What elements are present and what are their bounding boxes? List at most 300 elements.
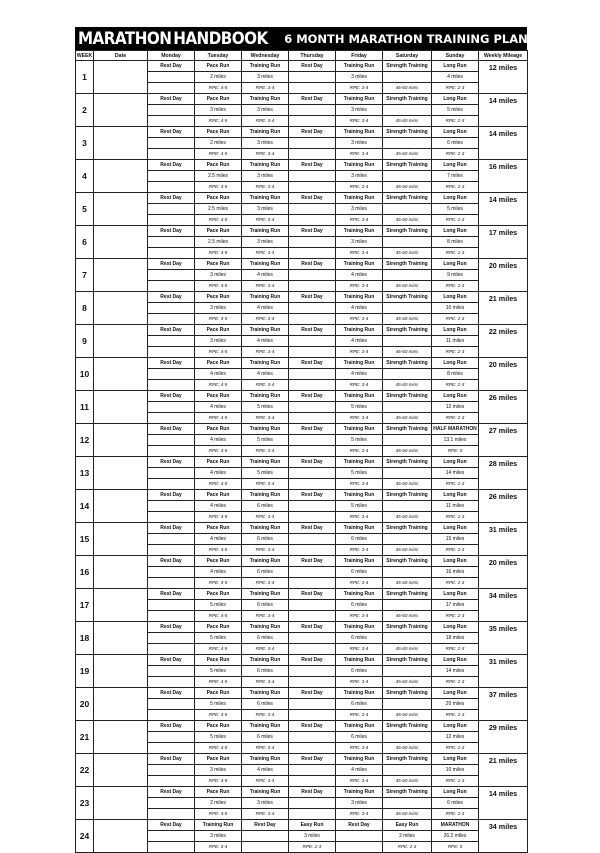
col-weekly-mileage: Weekly Mileage [479,51,528,61]
workout-rpe: RPE: 3-4 [242,248,289,259]
workout-title: Rest Day [148,424,195,435]
workout-rpe: RPE: 3-4 [336,413,383,424]
workout-rpe: RPE: 4-5 [195,776,242,787]
workout-dist [289,270,336,281]
workout-rpe: RPE: 3-4 [242,182,289,193]
workout-rpe: 45-60 mins [383,413,432,424]
workout-dist [289,534,336,545]
week-number: 21 [76,721,94,754]
workout-title: Rest Day [336,820,383,831]
date-cell[interactable] [94,556,148,589]
date-cell[interactable] [94,259,148,292]
workout-rpe: RPE: 4-5 [195,743,242,754]
workout-rpe: RPE: 4-5 [195,578,242,589]
workout-title: Training Run [242,589,289,600]
date-cell[interactable] [94,490,148,523]
workout-rpe: RPE: 4-5 [195,281,242,292]
weekly-mileage: 31 miles [479,523,528,556]
date-cell[interactable] [94,391,148,424]
workout-rpe: 45-60 mins [383,380,432,391]
workout-dist [289,105,336,116]
workout-title: Training Run [242,424,289,435]
workout-rpe: RPE: 3-4 [242,512,289,523]
workout-rpe: RPE: 2-3 [432,413,479,424]
workout-rpe: RPE: 2-3 [432,479,479,490]
col-week: WEEK [76,52,93,59]
workout-dist [148,765,195,776]
weekly-mileage: 21 miles [479,292,528,325]
workout-title: Pace Run [195,622,242,633]
workout-rpe: 45-60 mins [383,512,432,523]
workout-title: Training Run [336,523,383,534]
workout-rpe: RPE: 2-3 [432,83,479,94]
workout-rpe: RPE: 3-4 [242,545,289,556]
workout-title: Rest Day [289,721,336,732]
workout-dist [148,369,195,380]
workout-title: Easy Run [289,820,336,831]
workout-dist: 6 miles [336,534,383,545]
col-thursday: Thursday [289,51,336,61]
workout-title: Training Run [336,325,383,336]
workout-title: Rest Day [148,622,195,633]
workout-rpe [289,578,336,589]
workout-title: Strength Training [383,556,432,567]
workout-title: Pace Run [195,391,242,402]
workout-title: Training Run [336,61,383,72]
workout-title: Pace Run [195,61,242,72]
workout-rpe: 45-60 mins [383,611,432,622]
workout-dist [148,831,195,842]
workout-rpe [289,83,336,94]
workout-title: Pace Run [195,457,242,468]
workout-dist: 2.5 miles [195,237,242,248]
workout-title: Training Run [336,292,383,303]
workout-title: Rest Day [148,787,195,798]
workout-title: Training Run [242,655,289,666]
workout-dist: 3 miles [195,765,242,776]
date-cell[interactable] [94,622,148,655]
workout-rpe: RPE: 4-5 [195,677,242,688]
workout-title: Training Run [336,391,383,402]
workout-dist: 6 miles [242,567,289,578]
week-number: 7 [76,259,94,292]
workout-dist [148,204,195,215]
weekly-mileage: 14 miles [479,787,528,820]
workout-dist: 6 miles [336,567,383,578]
workout-dist [289,732,336,743]
workout-dist: 12 miles [432,402,479,413]
workout-title: Long Run [432,655,479,666]
workout-rpe [289,644,336,655]
workout-dist [383,534,432,545]
workout-rpe: RPE: 3-4 [242,149,289,160]
workout-dist: 5 miles [242,402,289,413]
workout-title: Rest Day [148,292,195,303]
workout-title: Long Run [432,193,479,204]
workout-title: Rest Day [148,358,195,369]
date-cell[interactable] [94,523,148,556]
week-number: 11 [76,391,94,424]
workout-dist [148,633,195,644]
workout-dist: 5 miles [336,435,383,446]
weekly-mileage: 29 miles [479,721,528,754]
workout-rpe [289,347,336,358]
workout-rpe [148,842,195,853]
workout-dist [383,138,432,149]
workout-dist [289,402,336,413]
workout-title: Rest Day [148,457,195,468]
workout-rpe [148,710,195,721]
workout-title: Training Run [242,94,289,105]
workout-dist [289,303,336,314]
workout-dist: 4 miles [242,369,289,380]
workout-rpe: RPE: 5 [432,446,479,457]
workout-title: Rest Day [289,160,336,171]
workout-dist: 9 miles [432,270,479,281]
workout-title: Strength Training [383,688,432,699]
workout-rpe: 45-60 mins [383,809,432,820]
workout-title: Long Run [432,523,479,534]
workout-title: MARATHON [432,820,479,831]
workout-dist: 3 miles [336,171,383,182]
workout-rpe: RPE: 2-3 [432,578,479,589]
workout-rpe: RPE: 2-3 [432,215,479,226]
date-cell[interactable] [94,325,148,358]
workout-rpe: RPE: 3-4 [242,809,289,820]
workout-dist [148,72,195,83]
workout-dist: 3 miles [242,204,289,215]
workout-rpe: RPE: 3-4 [336,611,383,622]
workout-dist: 4 miles [195,468,242,479]
workout-title: Rest Day [289,589,336,600]
workout-title: Rest Day [289,226,336,237]
col-tuesday: Tuesday [195,51,242,61]
date-cell[interactable] [94,721,148,754]
workout-dist [289,666,336,677]
workout-dist [148,666,195,677]
workout-dist [383,270,432,281]
workout-dist: 26.2 miles [432,831,479,842]
workout-title: Strength Training [383,523,432,534]
workout-rpe: RPE: 2-3 [432,182,479,193]
workout-dist: 4 miles [336,303,383,314]
workout-title: Rest Day [148,127,195,138]
weekly-mileage: 12 miles [479,61,528,94]
workout-rpe [148,644,195,655]
workout-rpe: RPE: 3-4 [336,116,383,127]
workout-rpe: RPE: 3-4 [242,677,289,688]
workout-rpe: RPE: 3-4 [336,149,383,160]
workout-rpe: RPE: 3-4 [242,413,289,424]
workout-dist [383,765,432,776]
workout-title: Rest Day [148,259,195,270]
date-cell[interactable] [94,754,148,787]
workout-title: Rest Day [289,391,336,402]
workout-dist [383,666,432,677]
workout-dist: 7 miles [432,171,479,182]
workout-rpe [289,314,336,325]
workout-rpe: RPE: 4-5 [195,248,242,259]
workout-dist: 6 miles [242,732,289,743]
workout-title: Rest Day [289,259,336,270]
workout-rpe: 45-60 mins [383,479,432,490]
workout-dist [148,138,195,149]
workout-dist [289,633,336,644]
workout-title: Rest Day [148,391,195,402]
weekly-mileage: 26 miles [479,490,528,523]
workout-rpe: RPE: 3-4 [336,347,383,358]
workout-title: Training Run [242,688,289,699]
workout-title: Training Run [242,61,289,72]
workout-title: Training Run [336,424,383,435]
week-number: 15 [76,523,94,556]
week-number: 22 [76,754,94,787]
workout-dist [289,468,336,479]
weekly-mileage: 16 miles [479,160,528,193]
workout-dist: 2.5 miles [195,171,242,182]
week-number: 8 [76,292,94,325]
col-monday: Monday [148,51,195,61]
workout-title: Rest Day [289,754,336,765]
date-cell[interactable] [94,589,148,622]
workout-dist [289,237,336,248]
workout-title: Training Run [242,754,289,765]
workout-title: Rest Day [289,292,336,303]
workout-rpe: RPE: 2-3 [432,710,479,721]
workout-rpe: RPE: 3-4 [336,380,383,391]
workout-title: Long Run [432,226,479,237]
workout-dist: 20 miles [432,699,479,710]
workout-rpe [289,149,336,160]
workout-title: Strength Training [383,127,432,138]
date-cell[interactable] [94,688,148,721]
workout-dist: 4 miles [195,534,242,545]
workout-title: Pace Run [195,160,242,171]
table-row [76,556,528,567]
workout-rpe [289,446,336,457]
workout-dist: 3 miles [289,831,336,842]
workout-rpe: 45-60 mins [383,578,432,589]
date-cell[interactable] [94,655,148,688]
workout-dist: 5 miles [195,633,242,644]
workout-dist [289,138,336,149]
workout-dist: 3 miles [195,831,242,842]
workout-rpe: RPE: 4-5 [195,215,242,226]
workout-title: Rest Day [148,688,195,699]
workout-dist: 12 miles [432,732,479,743]
date-cell[interactable] [94,820,148,853]
workout-title: Rest Day [148,61,195,72]
workout-dist [383,732,432,743]
workout-rpe: RPE: 3-4 [242,347,289,358]
workout-dist [383,237,432,248]
workout-title: Training Run [242,193,289,204]
date-cell[interactable] [94,226,148,259]
date-cell[interactable] [94,292,148,325]
workout-rpe: RPE: 3-4 [336,314,383,325]
workout-dist: 5 miles [432,105,479,116]
col-wednesday: Wednesday [242,51,289,61]
weekly-mileage: 22 miles [479,325,528,358]
workout-title: Rest Day [148,556,195,567]
workout-dist: 4 miles [336,270,383,281]
workout-title: Pace Run [195,226,242,237]
workout-title: Strength Training [383,655,432,666]
workout-title: Long Run [432,622,479,633]
table-row [76,490,528,501]
workout-title: Rest Day [148,490,195,501]
workout-dist: 2 miles [195,72,242,83]
workout-title: Rest Day [242,820,289,831]
workout-dist: 14 miles [432,666,479,677]
workout-rpe: RPE: 3-4 [336,215,383,226]
week-number: 17 [76,589,94,622]
workout-rpe: RPE: 2-3 [432,743,479,754]
workout-rpe: RPE: 3-4 [195,842,242,853]
workout-title: Strength Training [383,259,432,270]
workout-title: Strength Training [383,721,432,732]
weekly-mileage: 35 miles [479,622,528,655]
workout-rpe: RPE: 4-5 [195,380,242,391]
workout-rpe: RPE: 3-4 [336,182,383,193]
workout-title: Training Run [242,523,289,534]
workout-rpe: RPE: 4-5 [195,413,242,424]
table-row [76,820,528,831]
workout-rpe [148,380,195,391]
workout-title: Training Run [336,688,383,699]
workout-title: Training Run [336,721,383,732]
workout-title: Rest Day [289,325,336,336]
workout-rpe: 45-60 mins [383,677,432,688]
workout-rpe [289,116,336,127]
workout-dist: 6 miles [242,633,289,644]
workout-rpe: RPE: 2-3 [289,842,336,853]
workout-rpe: RPE: 3-4 [336,776,383,787]
workout-rpe: RPE: 3-4 [336,446,383,457]
workout-dist [383,501,432,512]
workout-rpe: RPE: 2-3 [432,776,479,787]
workout-dist: 4 miles [432,72,479,83]
date-cell[interactable] [94,787,148,820]
workout-dist: 2.5 miles [195,204,242,215]
workout-rpe [148,182,195,193]
week-number: 14 [76,490,94,523]
workout-dist: 5 miles [336,501,383,512]
workout-rpe: RPE: 4-5 [195,512,242,523]
date-cell[interactable] [94,358,148,391]
table-row [76,721,528,732]
workout-dist: 3 miles [336,72,383,83]
workout-title: Strength Training [383,391,432,402]
workout-rpe [289,479,336,490]
workout-dist [383,633,432,644]
workout-rpe [148,545,195,556]
date-cell[interactable] [94,424,148,457]
workout-rpe [242,842,289,853]
workout-title: Rest Day [289,787,336,798]
workout-title: Rest Day [289,457,336,468]
date-cell[interactable] [94,94,148,127]
workout-dist: 2 miles [195,798,242,809]
workout-rpe [148,347,195,358]
workout-dist [148,435,195,446]
col-saturday: Saturday [383,51,432,61]
weekly-mileage: 31 miles [479,655,528,688]
workout-dist [148,567,195,578]
workout-rpe: RPE: 3-4 [242,446,289,457]
workout-dist: 8 miles [432,369,479,380]
workout-dist [383,567,432,578]
workout-title: Training Run [242,721,289,732]
workout-dist: 2 miles [195,138,242,149]
workout-rpe [148,677,195,688]
workout-dist: 3 miles [242,171,289,182]
workout-dist: 4 miles [336,336,383,347]
workout-dist [289,798,336,809]
workout-title: Rest Day [289,622,336,633]
workout-rpe [148,578,195,589]
workout-dist [383,699,432,710]
workout-title: Rest Day [148,160,195,171]
workout-dist: 4 miles [195,435,242,446]
table-body [76,61,528,853]
workout-rpe: 45-60 mins [383,182,432,193]
workout-title: Rest Day [148,94,195,105]
date-cell[interactable] [94,61,148,94]
table-row [76,424,528,435]
workout-dist [383,798,432,809]
workout-title: Pace Run [195,589,242,600]
workout-dist: 3 miles [242,105,289,116]
workout-dist [383,369,432,380]
workout-dist: 3 miles [242,237,289,248]
workout-rpe: RPE: 2-3 [432,644,479,655]
workout-dist [148,105,195,116]
date-cell[interactable] [94,160,148,193]
workout-dist: 4 miles [242,765,289,776]
workout-rpe: 45-60 mins [383,446,432,457]
date-cell[interactable] [94,193,148,226]
workout-title: Training Run [336,193,383,204]
logo [78,29,268,48]
date-cell[interactable] [94,127,148,160]
workout-rpe [148,281,195,292]
workout-rpe: RPE: 3-4 [336,710,383,721]
workout-dist: 6 miles [242,501,289,512]
workout-title: Training Run [336,490,383,501]
table-row [76,523,528,534]
workout-rpe: RPE: 2-3 [432,281,479,292]
date-cell[interactable] [94,457,148,490]
workout-dist [289,567,336,578]
logo-part1: MARATHON [78,29,172,48]
table-row [76,688,528,699]
workout-rpe [289,677,336,688]
workout-title: Pace Run [195,754,242,765]
workout-title: Rest Day [148,226,195,237]
workout-title: Strength Training [383,61,432,72]
workout-dist [383,336,432,347]
workout-title: Strength Training [383,358,432,369]
workout-dist: 5 miles [432,204,479,215]
workout-dist [383,171,432,182]
workout-dist [148,402,195,413]
weekly-mileage: 26 miles [479,391,528,424]
workout-dist [148,468,195,479]
workout-title: Long Run [432,160,479,171]
workout-title: Training Run [242,325,289,336]
workout-title: Rest Day [289,127,336,138]
